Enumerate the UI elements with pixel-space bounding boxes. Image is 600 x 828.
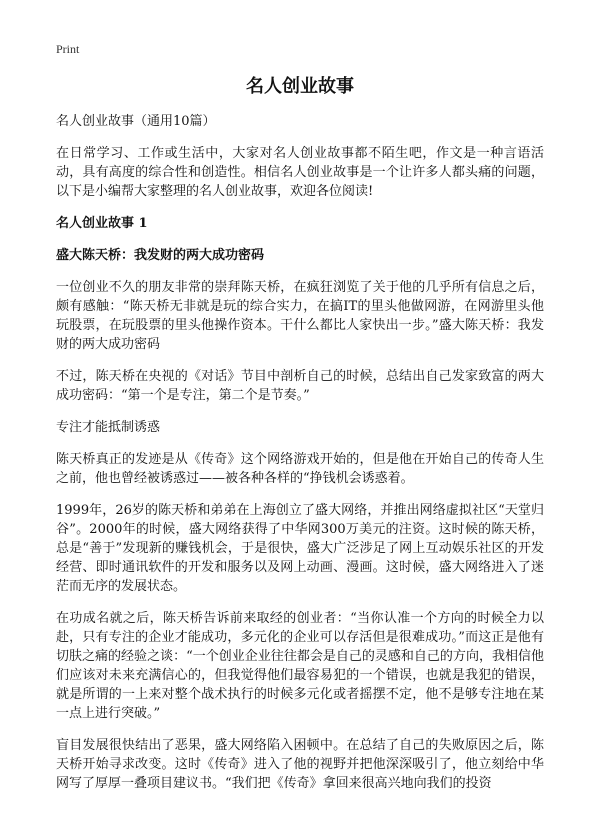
- section-heading: 名人创业故事 1: [56, 216, 148, 231]
- body-paragraph: 1999年，26岁的陈天桥和弟弟在上海创立了盛大网络，并推出网络虚拟社区“天堂归谷”。2000年的时候，盛大网络获得了中华网300万美元的注资。这时候的陈天桥，总是“善于”发现新的赚钱机会，于是很快，盛大广泛涉足了网上互动娱乐社区的开发经营、即时通讯软件的开发和服务以及网上动画、漫画。这时候，盛大网络进入了迷茫而无序的发展状态。: [56, 503, 544, 594]
- intro-paragraph: 在日常学习、工作或生活中，大家对名人创业故事都不陌生吧，作文是一种言语活动，具有高度的综合性和创造性。相信名人创业故事是一个让许多人都头痛的问题，以下是小编帮大家整理的名人创业故事，欢迎各位阅读!: [56, 146, 544, 199]
- print-link[interactable]: Print: [56, 42, 80, 56]
- body-paragraph: 在功成名就之后，陈天桥告诉前来取经的创业者：“当你认准一个方向的时候全力以赴，只有专注的企业才能成功，多元化的企业可以存活但是很难成功。”而这正是他有切肤之痛的经验之谈：“一个创业企业往往都会是自己的灵感和自己的方向，我相信他们应该对未来充满信心的，但我觉得他们最容易犯的一个错误，也就是我犯的错误，就是所谓的一上来对整个战术执行的时候多元化或者摇摆不定，他不是够专注地在某一点上进行突破。”: [56, 611, 544, 721]
- body-paragraph: 不过，陈天桥在央视的《对话》节目中剖析自己的时候，总结出自己发家致富的两大成功密码：“第一个是专注，第二个是节奏。”: [56, 369, 544, 403]
- subtitle: 名人创业故事（通用10篇）: [56, 114, 216, 129]
- body-paragraph: 一位创业不久的朋友非常的崇拜陈天桥，在疯狂浏览了关于他的几乎所有信息之后，颇有感触：“陈天桥无非就是玩的综合实力，在搞IT的里头他做网游，在网游里头他玩股票，在玩股票的里头他操作资本。干什么都比人家快出一步。”盛大陈天桥：我发财的两大成功密码: [56, 280, 544, 352]
- story-title: 盛大陈天桥：我发财的两大成功密码: [56, 248, 265, 263]
- subheading: 专注才能抵制诱惑: [56, 420, 161, 435]
- body-paragraph: 陈天桥真正的发迹是从《传奇》这个网络游戏开始的，但是他在开始自己的传奇人生之前，他也曾经被诱惑过——被各种各样的“挣钱机会诱惑着。: [56, 452, 544, 486]
- page-title: 名人创业故事: [246, 76, 354, 97]
- body-paragraph: 盲目发展很快结出了恶果，盛大网络陷入困顿中。在总结了自己的失败原因之后，陈天桥开始寻求改变。这时《传奇》进入了他的视野并把他深深吸引了，他立刻给中华网写了厚厚一叠项目建议书。“我们把《传奇》拿回来很高兴地向我们的投资: [56, 738, 544, 791]
